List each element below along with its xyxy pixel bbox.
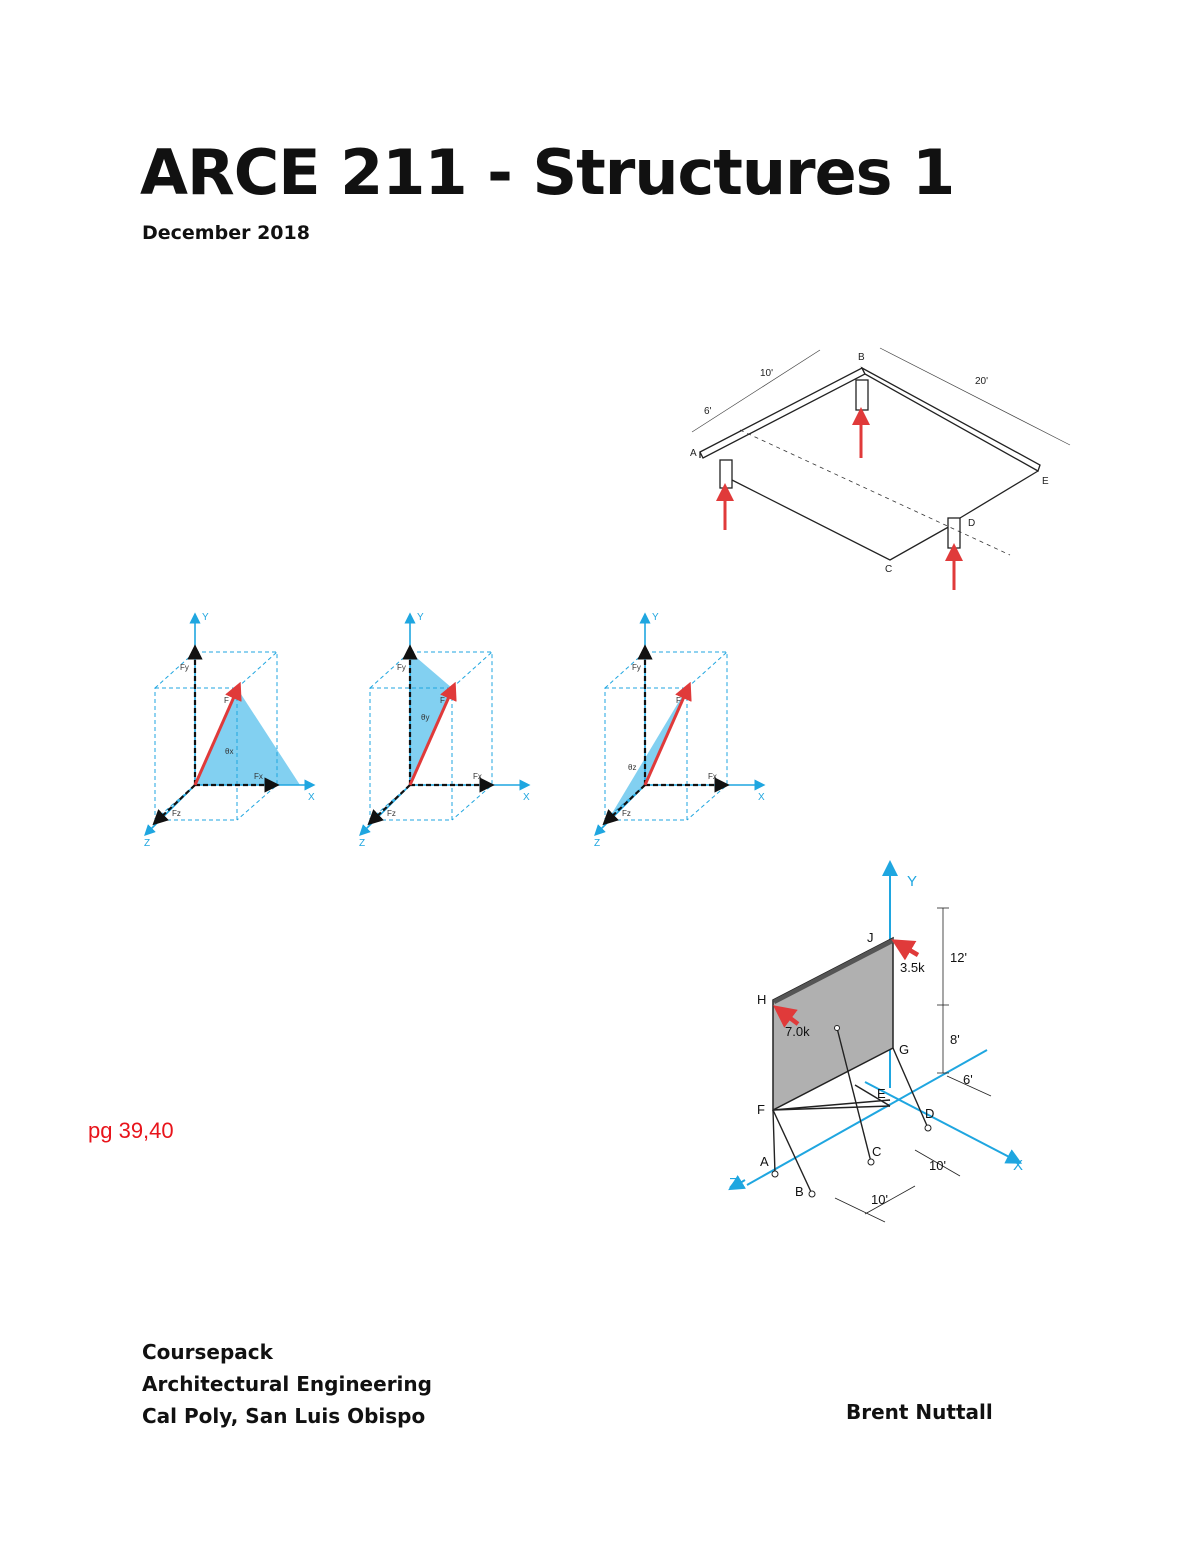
wall-axis-y: Y — [907, 873, 918, 890]
svg-text:D: D — [925, 1106, 935, 1121]
slab-label-a: A — [690, 448, 697, 459]
svg-text:F: F — [440, 696, 445, 705]
page-title: ARCE 211 - Structures 1 — [140, 136, 955, 209]
svg-text:Y: Y — [417, 612, 424, 623]
svg-text:X: X — [308, 792, 315, 803]
author-name: Brent Nuttall — [846, 1400, 993, 1424]
svg-text:F: F — [224, 696, 229, 705]
vector-panel-y — [359, 612, 530, 849]
svg-text:Z: Z — [359, 838, 366, 849]
svg-text:E: E — [877, 1086, 886, 1101]
footer-block — [142, 1336, 432, 1432]
svg-text:θx: θx — [225, 747, 234, 756]
wall-axis-z: Z — [729, 1175, 739, 1192]
page-reference-note: pg 39,40 — [88, 1118, 174, 1143]
svg-text:Y: Y — [652, 612, 659, 623]
svg-text:Fz: Fz — [622, 809, 631, 818]
svg-text:10': 10' — [929, 1158, 946, 1173]
svg-text:Fy: Fy — [632, 663, 641, 672]
svg-text:Fx: Fx — [254, 772, 263, 781]
svg-text:θy: θy — [421, 713, 430, 722]
svg-text:12': 12' — [950, 950, 967, 965]
svg-text:Fx: Fx — [473, 772, 482, 781]
slab-label-c: C — [885, 564, 893, 575]
slab-dim-20: 20' — [975, 376, 989, 387]
svg-text:X: X — [758, 792, 765, 803]
wall-diagram — [725, 860, 1045, 1230]
svg-text:Fz: Fz — [172, 809, 181, 818]
svg-text:A: A — [760, 1154, 769, 1169]
svg-text:Fy: Fy — [397, 663, 406, 672]
vector-panel-x — [144, 612, 315, 849]
svg-text:6': 6' — [963, 1072, 973, 1087]
wall-axis-x: X — [1013, 1157, 1024, 1174]
footer-line-coursepack: Coursepack — [142, 1340, 273, 1364]
svg-text:J: J — [867, 930, 874, 945]
svg-text:G: G — [899, 1042, 910, 1057]
svg-text:F: F — [757, 1102, 765, 1117]
slab-label-d: D — [968, 518, 976, 529]
slab-label-b: B — [858, 352, 865, 363]
svg-text:Fx: Fx — [708, 772, 717, 781]
slab-dim-6: 6' — [704, 406, 712, 417]
svg-text:C: C — [872, 1144, 882, 1159]
slab-dim-10: 10' — [760, 368, 774, 379]
document-date: December 2018 — [142, 222, 310, 244]
vector-diagrams — [140, 610, 780, 850]
svg-text:Y: Y — [202, 612, 209, 623]
svg-text:Z: Z — [144, 838, 151, 849]
svg-text:8': 8' — [950, 1032, 960, 1047]
svg-text:B: B — [795, 1184, 804, 1199]
svg-text:Z: Z — [594, 838, 601, 849]
svg-text:10': 10' — [871, 1192, 888, 1207]
svg-text:Fy: Fy — [180, 663, 189, 672]
svg-text:Fz: Fz — [387, 809, 396, 818]
svg-text:F: F — [676, 696, 681, 705]
svg-text:X: X — [523, 792, 530, 803]
svg-text:θz: θz — [628, 763, 637, 772]
footer-line-university: Cal Poly, San Luis Obispo — [142, 1404, 426, 1428]
svg-text:H: H — [757, 992, 767, 1007]
load-j: 3.5k — [900, 960, 925, 975]
slab-diagram — [680, 340, 1080, 600]
load-h: 7.0k — [785, 1024, 810, 1039]
footer-line-department: Architectural Engineering — [142, 1372, 432, 1396]
vector-panel-z — [594, 612, 765, 849]
slab-label-e: E — [1042, 476, 1049, 487]
